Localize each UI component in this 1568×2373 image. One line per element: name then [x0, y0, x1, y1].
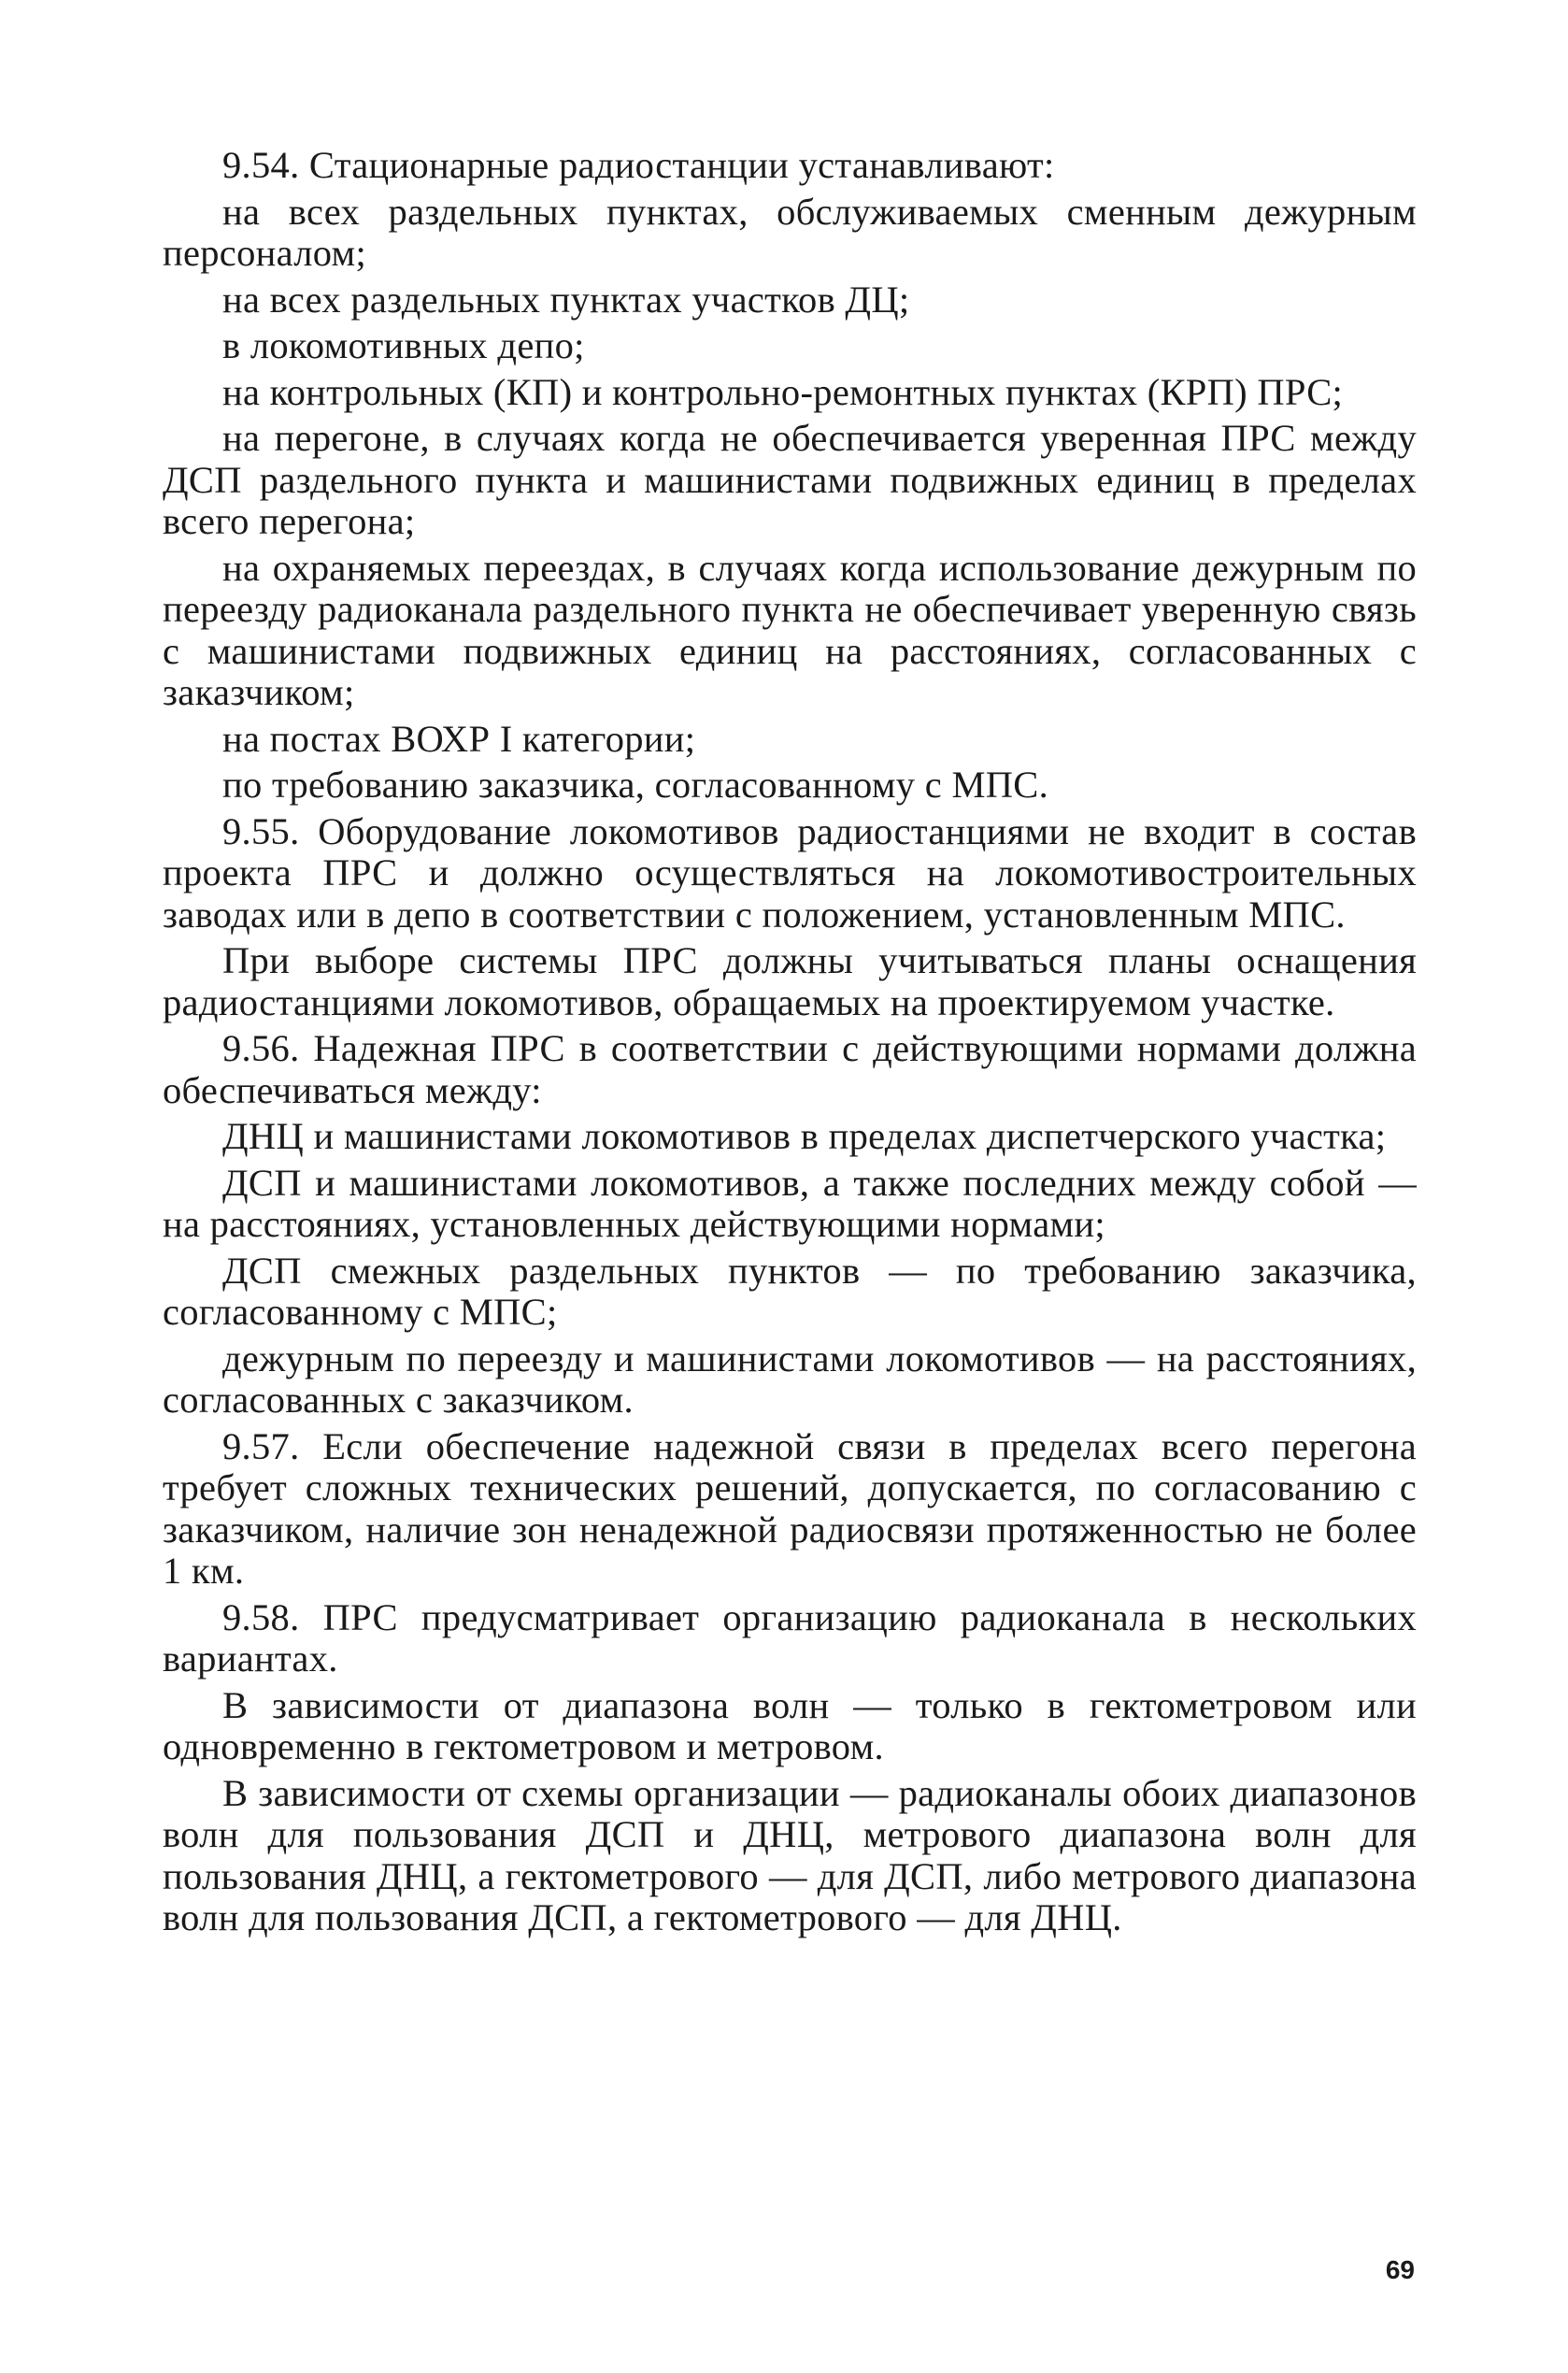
list-item: дежурным по переезду и машинистами локомотивов — на расстояниях, согласованных с заказчиком. — [163, 1337, 1417, 1421]
list-item: на контрольных (КП) и контрольно-ремонтных пунктах (КРП) ПРС; — [222, 370, 1344, 413]
paragraph-9-54: 9.54. Стационарные радиостанции устанавливают: — [222, 144, 1055, 186]
list-item: по требованию заказчика, согласованному с МПС. — [222, 764, 1049, 806]
paragraph: В зависимости от схемы организации — радиоканалы обоих диапазонов волн для пользования ДСП и ДНЦ, метрового диапазона волн для пользования ДНЦ, а гектометрового — для ДСП, либо метрового диапазона волн для пользования ДСП, а гектометрового — для ДНЦ. — [163, 1771, 1417, 1938]
list-item: ДНЦ и машинистами локомотивов в пределах диспетчерского участка; — [222, 1115, 1387, 1157]
paragraph: В зависимости от диапазона волн — только в гектометровом или одновременно в гектометровом и метровом. — [163, 1683, 1417, 1767]
page-body — [163, 145, 1417, 1944]
paragraph-9-55: 9.55. Оборудование локомотивов радиостанциями не входит в состав проекта ПРС и должно осуществляться на локомотивостроительных заводах или в депо в соответствии с положением, установленным МПС. — [163, 809, 1417, 936]
list-item: в локомотивных депо; — [222, 324, 585, 366]
list-item: на охраняемых переездах, в случаях когда использование дежурным по переезду радиоканала раздельного пункта не обеспечивает уверенную связь с машинистами подвижных единиц на расстояниях, согласованных с заказчиком; — [163, 546, 1417, 713]
list-item: ДСП смежных раздельных пунктов — по требованию заказчика, согласованному с МПС; — [163, 1249, 1417, 1333]
list-item: ДСП и машинистами локомотивов, а также последних между собой — на расстояниях, установленных действующими нормами; — [163, 1161, 1417, 1245]
list-item: на перегоне, в случаях когда не обеспечивается уверенная ПРС между ДСП раздельного пункта и машинистами подвижных единиц в пределах всего перегона; — [163, 417, 1417, 542]
page-number: 69 — [1385, 2255, 1415, 2284]
paragraph: При выборе системы ПРС должны учитываться планы оснащения радиостанциями локомотивов, обращаемых на проектируемом участке. — [163, 939, 1417, 1023]
list-item: на постах ВОХР I категории; — [222, 717, 696, 760]
paragraph-9-58: 9.58. ПРС предусматривает организацию радиоканала в нескольких вариантах. — [163, 1595, 1417, 1680]
list-item: на всех раздельных пунктах участков ДЦ; — [222, 278, 910, 321]
list-item: на всех раздельных пунктах, обслуживаемых сменным дежурным персоналом; — [163, 190, 1417, 274]
paragraph-9-56: 9.56. Надежная ПРС в соответствии с действующими нормами должна обеспечиваться между: — [163, 1027, 1417, 1111]
paragraph-9-57: 9.57. Если обеспечение надежной связи в пределах всего перегона требует сложных технических решений, допускается, по согласованию с заказчиком, наличие зон ненадежной радиосвязи протяженностью не более 1 км. — [163, 1424, 1417, 1592]
